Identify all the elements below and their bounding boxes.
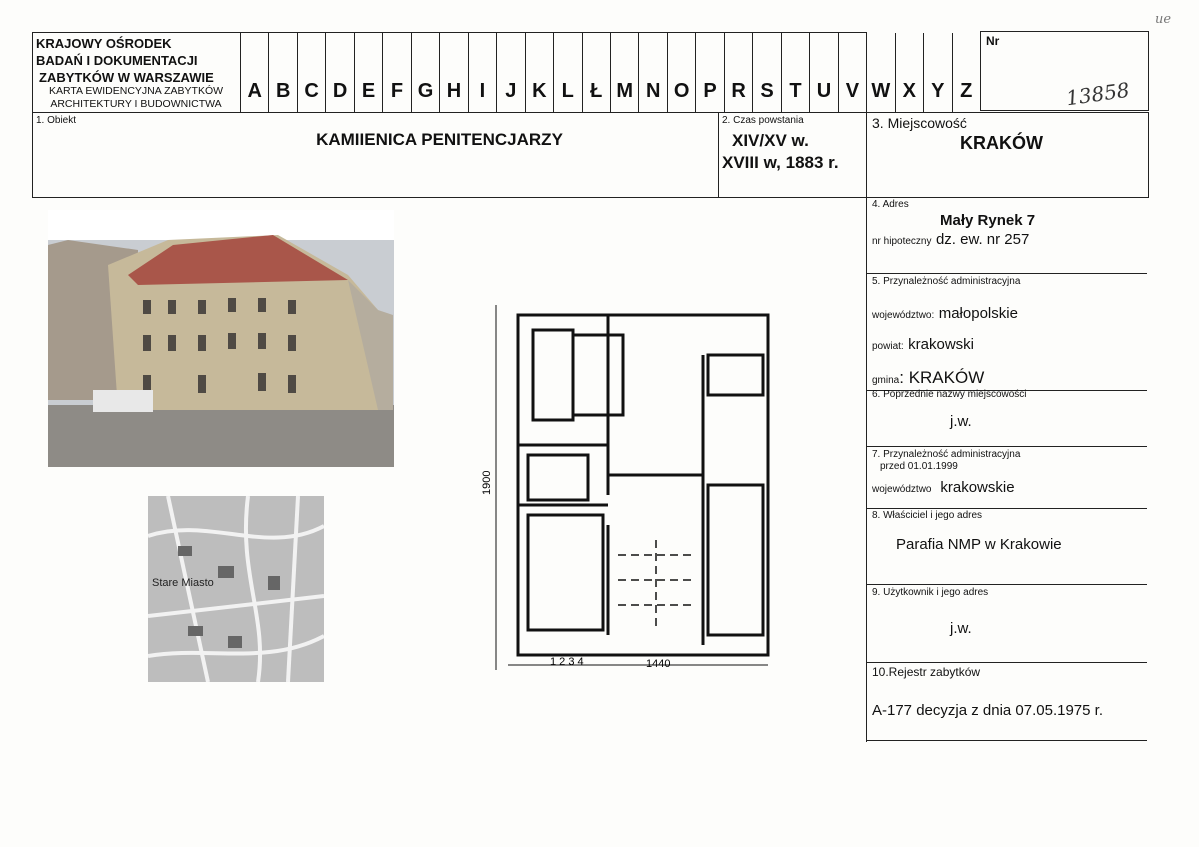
powiat-label: powiat: [872,341,904,352]
category-letter: V [838,33,866,113]
wlasciciel-value: Parafia NMP w Krakowie [896,536,1062,553]
przynaleznosc-label: 5. Przynależność administracyjna [872,276,1021,287]
woj-value: krakowskie [940,479,1015,496]
category-letter: P [695,33,723,113]
category-letter: Z [952,33,980,113]
building-photo [48,210,394,467]
nr-box [980,31,1149,111]
category-letter: J [496,33,524,113]
woj-label: województwo [872,484,932,495]
powiat-value: krakowski [908,336,974,353]
uzytkownik-value: j.w. [950,620,972,637]
plan-scale: 1 2 3 4 [550,656,584,668]
corner-mark: ue [1155,12,1172,27]
card-line: KARTA EWIDENCYJNA ZABYTKÓW [48,85,224,97]
hip-value: dz. ew. nr 257 [935,231,1030,248]
czas-value [722,130,839,174]
powiat [872,336,974,354]
woj-value: małopolskie [938,305,1018,322]
org-line: BADAŃ I DOKUMENTACJI [36,53,198,68]
category-letter: C [297,33,325,113]
category-letter: S [752,33,780,113]
czas-line1: XIV/XV w. [732,131,809,150]
obiekt-value: KAMIIENICA PENITENCJARZY [316,130,563,149]
przed-date: przed 01.01.1999 [880,461,958,472]
gmina-value: : KRAKÓW [899,368,985,387]
przed-wojewodztwo [872,479,1015,497]
map-label: Stare Miasto [152,577,214,589]
hipoteczny [872,231,1029,249]
category-letter: Y [923,33,951,113]
card-title [36,85,236,111]
adres-label: 4. Adres [872,199,909,210]
nr-label: Nr [986,34,1000,48]
divider [866,508,1147,509]
category-letter: D [325,33,353,113]
category-letter: R [724,33,752,113]
divider [718,112,719,198]
location-map [148,496,324,682]
nr-value: 13858 [1064,77,1131,111]
divider [866,446,1147,447]
woj-label: województwo: [872,310,935,321]
category-letter: G [411,33,439,113]
poprzednie-label: 6. Poprzednie nazwy miejscowości [872,389,1027,400]
category-letter: L [553,33,581,113]
category-letter: Ł [582,33,610,113]
category-letter: O [667,33,695,113]
category-letter: A [240,33,268,113]
divider [866,273,1147,274]
miejscowosc-label: 3. Miejscowość [872,115,967,131]
org-line: ZABYTKÓW W WARSZAWIE [39,70,214,85]
plan-dim-horizontal: 1440 [646,658,671,670]
category-letter: I [468,33,496,113]
czas-line2: XVIII w, 1883 r. [722,153,839,172]
category-letter: X [895,33,923,113]
gmina [872,368,984,388]
przed-label: 7. Przynależność administracyjna [872,449,1021,460]
divider [866,32,867,742]
category-letter: F [382,33,410,113]
category-letter: K [525,33,553,113]
category-letter: N [638,33,666,113]
category-letter: B [268,33,296,113]
wlasciciel-label: 8. Właściciel i jego adres [872,510,983,521]
adres-value: Mały Rynek 7 [940,212,1036,229]
miejscowosc-value: KRAKÓW [960,133,1043,153]
divider [866,197,1149,198]
category-letter: H [439,33,467,113]
divider [866,584,1147,585]
divider [866,662,1147,663]
hip-label: nr hipoteczny [872,236,932,247]
floor-plan [478,295,778,685]
org-line: KRAJOWY OŚRODEK [36,36,172,51]
rejestr-value: A-177 decyzja z dnia 07.05.1975 r. [872,702,1103,719]
category-letter: T [781,33,809,113]
wojewodztwo [872,305,1018,323]
uzytkownik-label: 9. Użytkownik i jego adres [872,587,989,598]
divider [866,740,1147,741]
gmina-label: gmina [872,375,900,386]
poprzednie-value: j.w. [950,413,972,430]
divider [1148,112,1149,198]
obiekt-label: 1. Obiekt [36,115,77,126]
czas-label: 2. Czas powstania [722,115,804,126]
card-line: ARCHITEKTURY I BUDOWNICTWA [50,98,222,110]
category-letter: E [354,33,382,113]
category-letter: M [610,33,638,113]
category-letter: W [866,33,894,113]
rejestr-label: 10.Rejestr zabytków [872,665,981,679]
category-letter: U [809,33,837,113]
org-name [36,35,214,86]
plan-dim-vertical: 1900 [481,470,493,495]
